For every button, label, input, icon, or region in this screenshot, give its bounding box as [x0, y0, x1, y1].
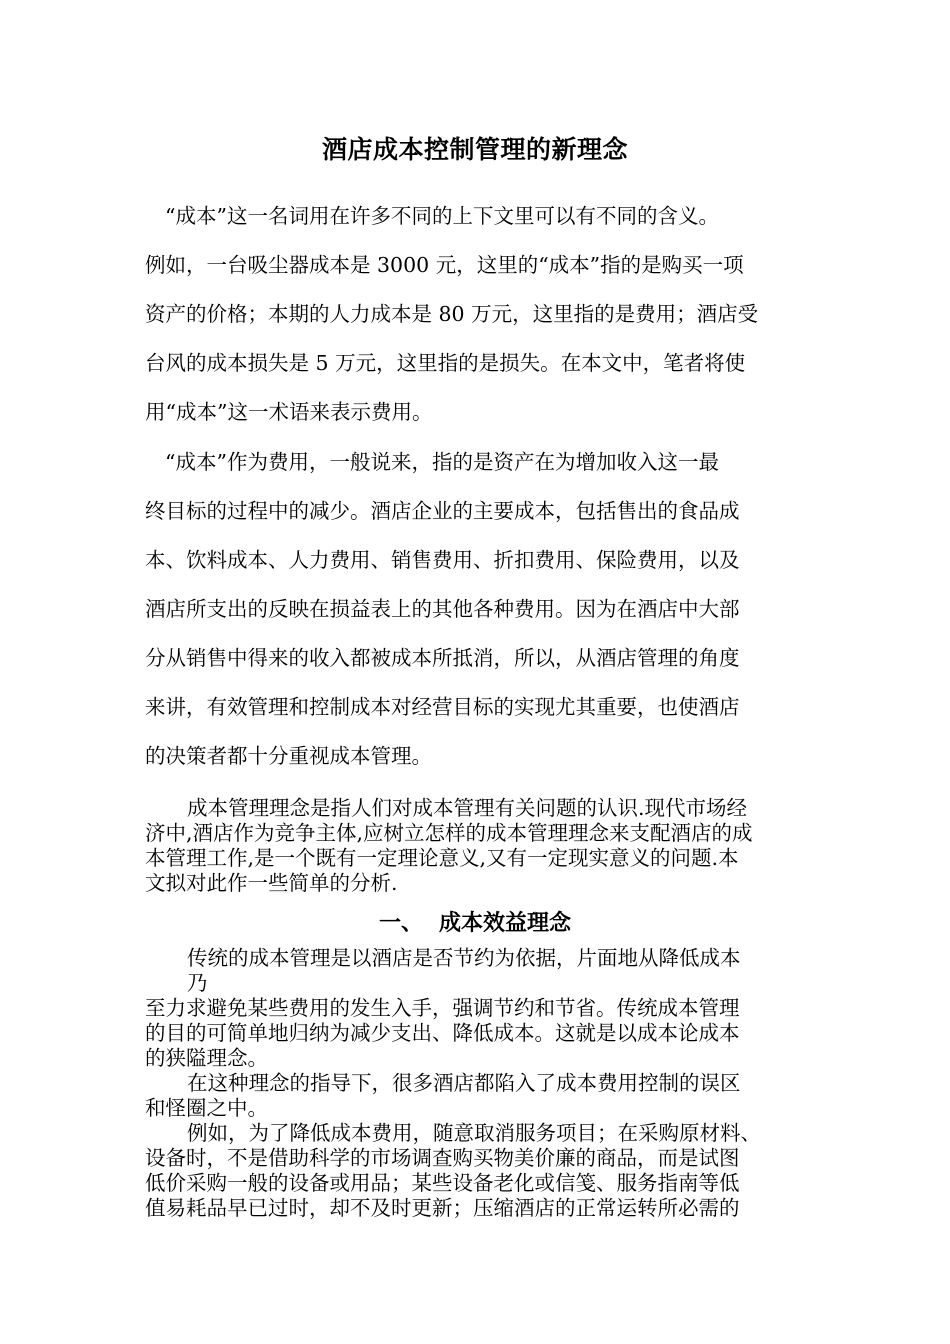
paragraph-line: 值易耗品早已过时，却不及时更新；压缩酒店的正常运转所必需的 [145, 1196, 740, 1220]
paragraph-line: 资产的价格；本期的人力成本是 80 万元，这里指的是费用；酒店受 [145, 302, 759, 326]
paragraph-line: 在这种理念的指导下，很多酒店都陷入了成本费用控制的误区 [187, 1071, 741, 1095]
paragraph-line: “成本”作为费用，一般说来，指的是资产在为增加收入这一最 [165, 450, 719, 474]
paragraph-line: 传统的成本管理是以酒店是否节约为依据，片面地从降低成本 [187, 946, 741, 970]
paragraph-line: 设备时，不是借助科学的市场调查购买物美价廉的商品，而是试图 [145, 1146, 740, 1170]
paragraph-line: 的目的可简单地归纳为减少支出、降低成本。这就是以成本论成本 [145, 1021, 740, 1045]
paragraph-cost-management-concept [145, 796, 810, 896]
paragraph-line: 来讲，有效管理和控制成本对经营目标的实现尤其重要，也使酒店 [145, 695, 740, 719]
paragraph-line: 本管理工作,是一个既有一定理论意义,又有一定现实意义的问题.本 [145, 846, 739, 870]
paragraph-line: 至力求避免某些费用的发生入手，强调节约和节省。传统成本管理 [145, 996, 740, 1020]
paragraph-line: 济中,酒店作为竞争主体,应树立怎样的成本管理理念来支配酒店的成 [145, 821, 753, 845]
paragraph-examples [145, 1121, 810, 1221]
paragraph-line: 分从销售中得来的收入都被成本所抵消，所以，从酒店管理的角度 [145, 646, 740, 670]
paragraph-line: 乃 [187, 971, 208, 995]
paragraph-line: “成本”这一名词用在许多不同的上下文里可以有不同的含义。 [165, 204, 719, 228]
paragraph-line: 成本管理理念是指人们对成本管理有关问题的认识.现代市场经 [187, 796, 748, 820]
paragraph-line: 和怪圈之中。 [145, 1096, 268, 1120]
paragraph-line: 用“成本”这一术语来表示费用。 [145, 400, 433, 424]
paragraph-line: 的决策者都十分重视成本管理。 [145, 744, 432, 768]
paragraph-traditional-cost-management [145, 946, 810, 1071]
paragraph-line: 台风的成本损失是 5 万元，这里指的是损失。在本文中，笔者将使 [145, 351, 746, 375]
section-number: 一、 [378, 910, 423, 936]
paragraph-line: 的狭隘理念。 [145, 1046, 268, 1070]
paragraph-line: 例如，为了降低成本费用，随意取消服务项目；在采购原材料、 [187, 1121, 761, 1145]
paragraph-misconception [145, 1071, 810, 1121]
paragraph-line: 例如，一台吸尘器成本是 3000 元，这里的“成本”指的是购买一项 [145, 253, 744, 277]
paragraph-line: 低价采购一般的设备或用品；某些设备老化或信笺、服务指南等低 [145, 1171, 740, 1195]
paragraph-line: 本、饮料成本、人力费用、销售费用、折扣费用、保险费用，以及 [145, 548, 740, 572]
paragraph-line: 终目标的过程中的减少。酒店企业的主要成本，包括售出的食品成 [145, 499, 740, 523]
paragraph-cost-as-expense [145, 445, 810, 788]
paragraph-line: 酒店所支出的反映在损益表上的其他各种费用。因为在酒店中大部 [145, 597, 740, 621]
section-title: 成本效益理念 [439, 910, 572, 936]
paragraph-line: 文拟对此作一些简单的分析. [145, 871, 398, 895]
section-heading [145, 906, 805, 937]
document-title: 酒店成本控制管理的新理念 [321, 135, 628, 164]
paragraph-cost-definition [145, 199, 810, 444]
